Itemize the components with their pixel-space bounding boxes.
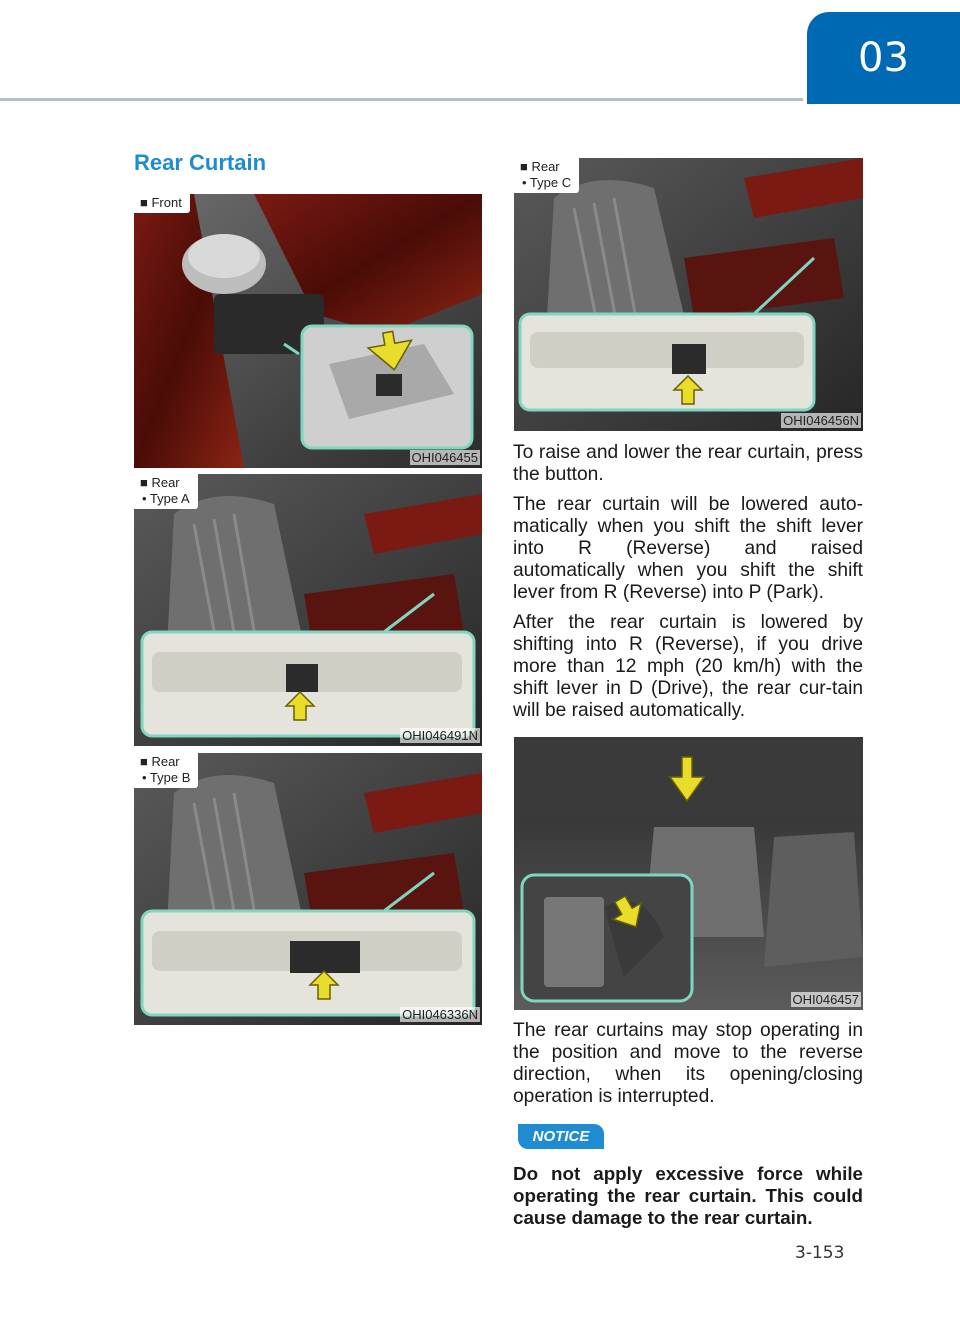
figure-front-console [134,194,482,468]
body-paragraph-4: The rear curtains may stop operating in the position and move to the reverse direction, when its opening/closing operation is interrupted. [513,1020,863,1107]
figure-front-label: ■ Front [134,194,190,213]
shift-lever-illustration [514,737,863,1010]
figure-rear-type-b [134,753,482,1025]
front-console-illustration [134,194,482,468]
page-number: 3-153 [795,1243,845,1263]
figure-front-code: OHI046455 [411,450,478,465]
figure-type-c-code: OHI046456N [783,413,859,428]
figure-type-a-label: ■ Rear • Type A [134,474,198,509]
rear-type-c-illustration [514,158,863,431]
notice-text: Do not apply excessive force while operating the rear curtain. This could cause damage to the rear curtain. [513,1163,863,1228]
figure-rear-type-c [514,158,863,431]
chapter-tab: 03 [807,12,960,104]
rear-type-a-illustration [134,474,482,746]
body-paragraph-1: To raise and lower the rear curtain, press the button. [513,442,863,485]
figure-shift-code: OHI046457 [792,992,859,1007]
figure-type-b-code: OHI046336N [402,1007,478,1022]
section-title: Rear Curtain [134,150,267,175]
figure-type-b-label: ■ Rear • Type B [134,753,198,788]
rear-type-b-illustration [134,753,482,1025]
figure-type-a-code: OHI046491N [402,728,478,743]
header-rule [0,98,803,101]
body-paragraph-3: After the rear curtain is lowered by shifting into R (Reverse), if you drive more than 12 mph (20 km/h) with the shift lever in D (Drive), the rear cur-tain will be raised automatically. [513,612,863,721]
notice-badge: NOTICE [518,1124,604,1149]
figure-shift-lever [514,737,863,1010]
figure-type-c-label: ■ Rear • Type C [514,158,579,193]
body-paragraph-2: The rear curtain will be lowered auto-matically when you shift the shift lever into R (Reverse) and raised automatically when you shift the shift lever from R (Reverse) into P (Park). [513,494,863,603]
figure-rear-type-a [134,474,482,746]
